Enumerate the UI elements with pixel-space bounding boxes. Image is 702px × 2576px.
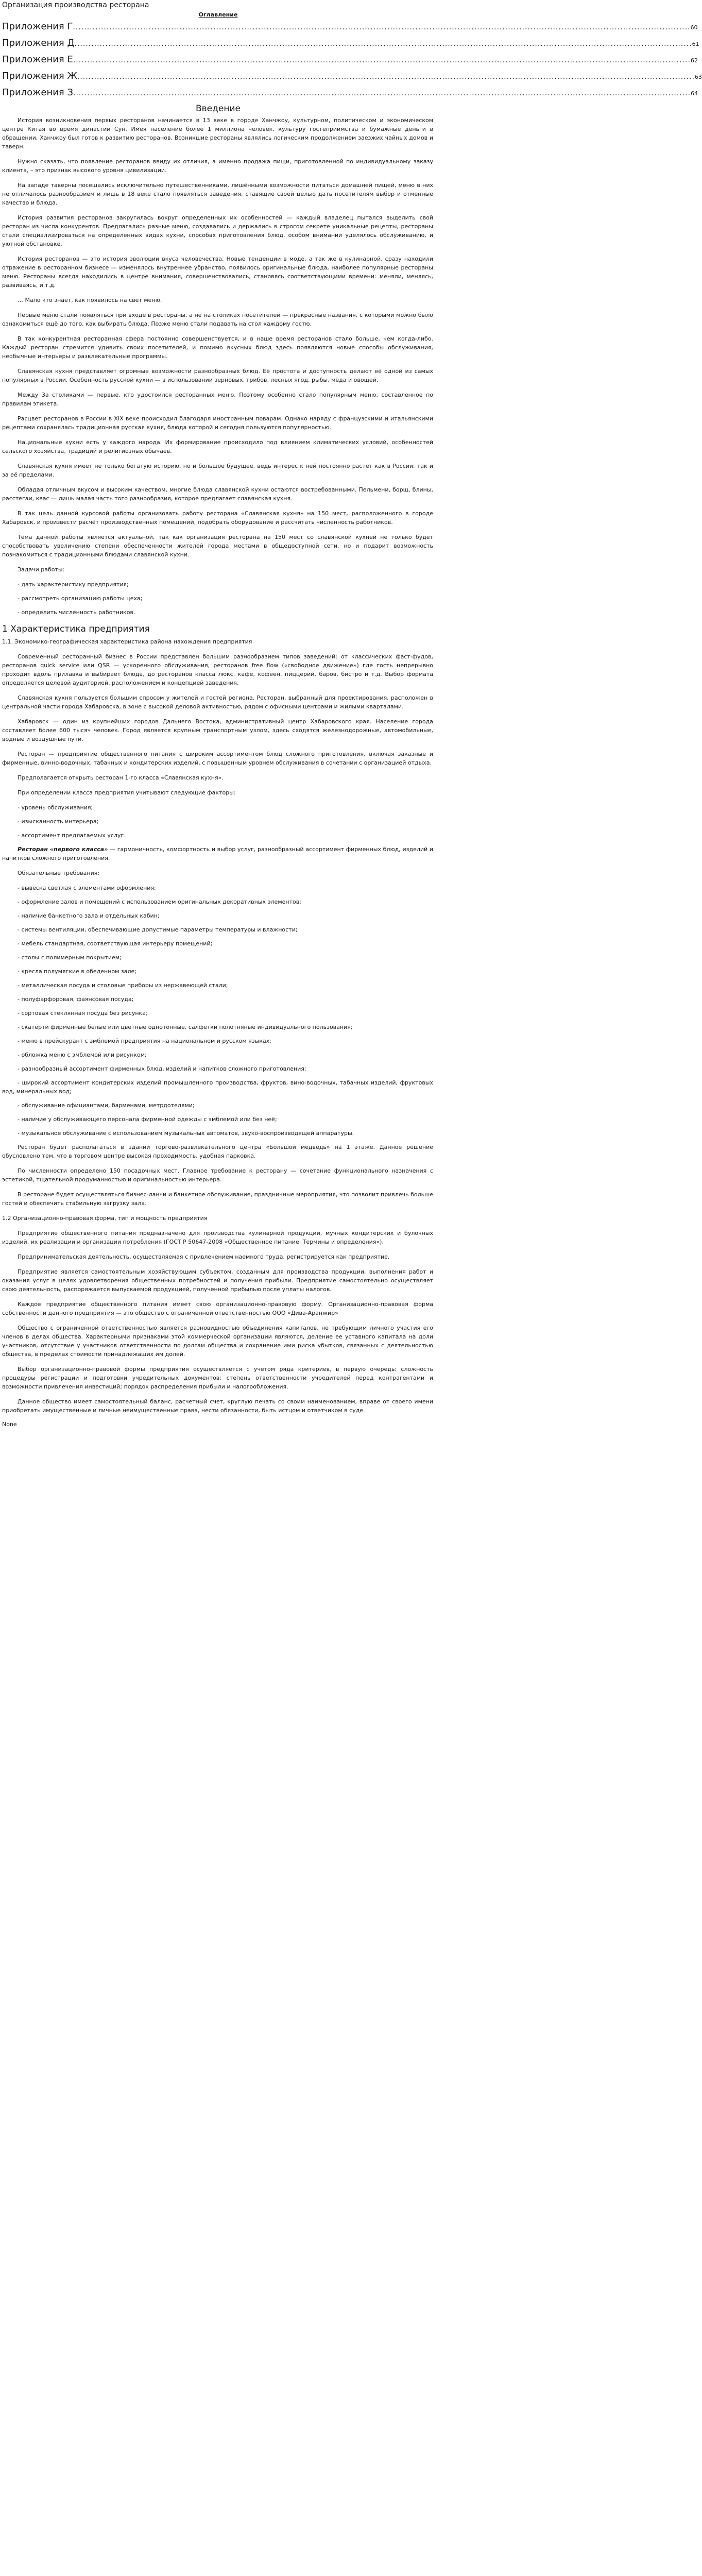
subsection-heading-2: 1.2 Организационно-правовая форма, тип и мощность предприятия	[2, 1215, 208, 1222]
list-item: - ассортимент предлагаемых услуг.	[18, 832, 126, 839]
paragraph: На западе таверны посещались исключительно путешественниками, лишёнными возможности питаться домашней пищей, меню в них не отличалось разнообразием и лишь в 18 веке стало появляться заведения, ставящие своей целью дать посетителям выбор и отменные качество и блюда.	[2, 182, 433, 206]
paragraph: Общество с ограниченной ответственностью является разновидностью объединения капиталов, не требующим личного участия его членов в делах общества. Характерными признаками этой коммерческой организации являются, деление ее уставного капитала на доли участников, отсутствие у участников ответственности по долгам общества и сохранение ими риска убытков, связанных с деятельностью общества, в пределах стоимости принадлежащих им долей.	[2, 1325, 433, 1358]
list-item: - мебель стандартная, соответствующая интерьеру помещений;	[18, 940, 213, 947]
list-item: - широкий ассортимент кондитерских изделий промышленного производства, фруктов, вино-водочных, табачных изделий, фруктовых вод, минеральных вод;	[2, 1079, 433, 1095]
paragraph: Каждое предприятие общественного питания имеет свою организационно-правовую форму. Организационно-правовая форма собственности данного предприятия — это общество с ограниченной ответственностью ООО «Дива-Аранжир»	[2, 1301, 433, 1316]
paragraph: Расцвет ресторанов в России в XIX веке происходил благодаря иностранным поварам. Однако наряду с французскими и итальянскими рецептами сохранялась традиционная русская кухня, блюда которой и сегодня пользуются популярностью.	[2, 415, 433, 431]
first-class-text: — гармоничность, комфортность и выбор услуг, разнообразный ассортимент фирменных блюд, изделий и напитков сложного приготовления.	[2, 846, 434, 861]
paragraph: По численности определено 150 посадочных мест. Главное требование к ресторану — сочетание функционального назначения с эстетикой, тщательной продуманностью и оригинальностью интерьера.	[2, 1167, 433, 1183]
section-body-3	[0, 1229, 436, 1415]
paragraph: При определении класса предприятия учитывают следующие факторы:	[18, 789, 236, 796]
requirements-label: Обязательные требования:	[18, 870, 100, 876]
list-item: - столы с полимерным покрытием;	[18, 954, 122, 961]
list-item: - наличие банкетного зала и отдельных кабин;	[18, 912, 160, 919]
paragraph: История возникновения первых ресторанов начинается в 13 веке в городе Ханчжоу, культурном, политическом и экономическом центре Китая во время династии Сун. Имея население более 1 миллиона человек, культуру гостеприимства и бумажные деньги в обращении, Ханчжоу был готов к развитию ресторанов. Возникшие рестораны являлись логическим продолжением заезжих чайных домов и таверн.	[2, 117, 433, 150]
toc-leader: ............................................................................................................................................................................................................................	[77, 73, 695, 81]
intro-body	[0, 116, 436, 559]
paragraph: … Мало кто знает, как появилось на свет меню.	[18, 297, 162, 303]
toc-leader: ............................................................................................................................................................................................................................	[73, 56, 691, 64]
list-item: - изысканность интерьера;	[18, 818, 99, 825]
table-of-contents	[0, 11, 702, 99]
paragraph: Предприятие общественного питания предназначено для производства кулинарной продукции, мучных кондитерских и булочных изделий, их реализации и организации потребления (ГОСТ Р 50647-2008 «Общественное питание. Термины и определения»).	[2, 1230, 433, 1245]
section-body-2	[0, 1143, 436, 1208]
toc-item-label: Приложения Е	[2, 54, 73, 65]
list-item: - полуфарфоровая, фаянсовая посуда;	[18, 996, 134, 1003]
list-item: - определить численность работников.	[18, 609, 135, 616]
toc-item-page: 60	[690, 24, 698, 31]
first-class-lead: Ресторан «первого класса»	[18, 846, 108, 853]
tasks-list	[0, 580, 436, 617]
paragraph: Выбор организационно-правовой формы предприятия осуществляется с учетом ряда критериев, в первую очередь: сложность процедуры регистрации и подготовки учредительных документов; степень ответственности учредителей перед контрагентами и возможности привлечения инвестиций; порядок распределения прибыли и налогообложения.	[2, 1366, 433, 1390]
list-item: - дать характеристику предприятия;	[18, 581, 129, 588]
paragraph: Тема данной работы является актуальной, так как организация ресторана на 150 мест со славянской кухней не только будет способствовать увеличению степени обеспеченности жителей города местами в общедоступной сети, но и подарит возможность познакомиться с традиционными блюдами славянской кухни.	[2, 534, 433, 558]
toc-leader: ............................................................................................................................................................................................................................	[73, 89, 691, 97]
paragraph: Ресторан будет располагаться в здании торгово-развлекательного центра «Большой медведь» на 1 этаже. Данное решение обусловлено тем, что в торговом центре высокая проходимость, удобная парковка.	[2, 1144, 433, 1159]
list-item: - музыкальное обслуживание с использованием музыкальных автоматов, звуко-воспроизводящей аппаратуры.	[18, 1130, 354, 1137]
section-heading: 1 Характеристика предприятия	[2, 624, 150, 634]
list-item: - меню в прейскурант с эмблемой предприятия на национальном и русском языках;	[18, 1038, 271, 1044]
toc-item[interactable]	[2, 71, 702, 83]
list-item: - сортовая стеклянная посуда без рисунка;	[18, 1010, 148, 1016]
toc-item-page: 63	[694, 74, 702, 80]
list-item: - обложка меню с эмблемой или рисунком;	[18, 1052, 147, 1058]
list-item: - системы вентиляции, обеспечивающие допустимые параметры температуры и влажности;	[18, 926, 298, 933]
document-page	[0, 1, 702, 1428]
requirements-list	[0, 884, 436, 1138]
paragraph: Славянская кухня представляет огромные возможности разнообразных блюд. Её простота и доступность делают её одной из самых популярных в России. Особенность русской кухни — в использовании зерновых, грибов, лесных ягод, рыбы, мёда и овощей.	[2, 368, 433, 383]
toc-item-label: Приложения Д	[2, 38, 75, 48]
paragraph: Предполагается открыть ресторан 1-го класса «Славянская кухня».	[18, 774, 224, 781]
list-item: - вывеска светлая с элементами оформления;	[18, 885, 156, 891]
paragraph: Славянская кухня имеет не только богатую историю, но и большое будущее, ведь интерес к ней постоянно растёт как в России, так и за её пределами.	[2, 463, 433, 478]
list-item: - обслуживание официантами, барменами, метрдотелями;	[18, 1102, 195, 1109]
paragraph: История ресторанов — это история эволюции вкуса человечества. Новые тенденции в моде, а так же в кулинарной, сразу находили отражение в ресторанном бизнесе — изменялось внутреннее убранство, появилось оригинальные блюда, наиболее популярные рестораны меню. Рестораны всегда находились в центре внимания, совершенствовались, становясь соответствующими времени: меняли, меняясь, развиваясь, и.т.д.	[2, 256, 433, 289]
class-factors-list	[0, 803, 436, 840]
list-item: - наличие у обслуживающего персонала фирменной одежды с эмблемой или без неё;	[18, 1116, 277, 1123]
intro-heading: Введение	[196, 104, 241, 114]
paragraph: В так цель данной курсовой работы организовать работу ресторана «Славянская кухня» на 150 мест, расположенного в городе Хабаровск, и произвести расчёт производственных помещений, подобрать оборудование и рассчитать численность работников.	[2, 510, 433, 526]
toc-item-page: 62	[690, 57, 698, 64]
paragraph: Данное общество имеет самостоятельный баланс, расчетный счет, круглую печать со своим наименованием, вправе от своего имени приобретать имущественные и личные неимущественные права, нести обязанности, быть истцом и ответчиком в суде.	[2, 1398, 433, 1414]
subsection-heading: 1.1. Экономико-географическая характеристика района нахождения предприятия	[2, 638, 252, 645]
paragraph: Современный ресторанный бизнес в России представлен большим разнообразием типов заведений: от классических фаст-фудов, ресторанов quick service или QSR — ускоренного обслуживания, ресторанов free flow («свободное движение») где гость непрерывно проходит вдоль прилавка и выбирает блюда, до ресторанов класса люкс, кафе, кофеен, пиццерий, баров, бистро и т.д. Выбор формата определяется целевой аудиторией, расположением и концепцией заведения.	[2, 653, 433, 686]
paragraph: Между За столиками — первые, кто удостоился ресторанных меню. Поэтому особенно стало популярным меню, составленное по правилам этикета.	[2, 392, 433, 407]
toc-item-page: 61	[692, 41, 699, 47]
list-item: - разнообразный ассортимент фирменных блюд, изделий и напитков сложного приготовления;	[18, 1065, 306, 1072]
list-item: - рассмотреть организацию работы цеха;	[18, 595, 143, 602]
paragraph: В ресторане будет осуществляться бизнес-ланчи и банкетное обслуживание, праздничные мероприятия, что позволит привлечь больше гостей и обеспечить стабильную загрузку зала.	[2, 1191, 433, 1207]
paragraph: Славянская кухня пользуется большим спросом у жителей и гостей региона. Ресторан, выбранный для проектирования, расположен в центральной части города Хабаровска, в зоне с высокой деловой активностью, рядом с офисными центрами и жилыми кварталами.	[2, 694, 433, 710]
paragraph: Предприятие является самостоятельным хозяйствующим субъектом, созданным для производства продукции, выполнения работ и оказания услуг в целях удовлетворения общественных потребностей и получения прибыли. Предприятие самостоятельно осуществляет свою деятельность, распоряжается выпускаемой продукцией, полученной прибылью после уплаты налогов.	[2, 1268, 433, 1293]
list-item: - скатерти фирменные белые или цветные однотонные, салфетки полотняные индивидуального пользования;	[18, 1024, 353, 1030]
toc-item-page: 64	[691, 90, 698, 97]
footer-note: None	[2, 1421, 17, 1428]
list-item: - оформление залов и помещений с использованием оригинальных декоративных элементов;	[18, 899, 301, 905]
paragraph: Хабаровск — один из крупнейших городов Дальнего Востока, административный центр Хабаровского края. Население города составляет более 600 тысяч человек. Город является крупным транспортным узлом, здесь сходятся железнодорожные, автомобильные, водные и воздушные пути.	[2, 718, 433, 742]
toc-heading: Оглавление	[198, 11, 238, 18]
list-item: - металлическая посуда и столовые приборы из нержавеющей стали;	[18, 982, 228, 989]
tasks-label: Задачи работы:	[18, 566, 65, 573]
list-item: - кресла полумягкие в обеденном зале;	[18, 968, 137, 975]
toc-item-label: Приложения З	[2, 87, 74, 98]
toc-item-label: Приложения Ж	[2, 71, 77, 81]
paragraph: Национальные кухни есть у каждого народа. Их формирование происходило под влиянием климатических условий, особенностей сельского хозяйства, традиций и религиозных обычаев.	[2, 439, 433, 454]
paragraph: Нужно сказать, что появление ресторанов ввиду их отличия, а именно продажа пищи, приготовленной по индивидуальному заказу клиента, – это признак высокого уровня цивилизации.	[2, 158, 433, 174]
paragraph: В так конкурентная ресторанная сфера постоянно совершенствуется, и в наше время ресторанов стало больше, чем когда-либо. Каждый ресторан стремится удивить своих посетителей, и помимо вкусных блюд здесь появляются новые способы обслуживания, необычные интерьеры и развлекательные программы.	[2, 335, 433, 360]
toc-item[interactable]	[2, 21, 698, 33]
toc-item[interactable]	[2, 38, 699, 50]
toc-item-label: Приложения Г	[2, 21, 73, 32]
toc-leader: ............................................................................................................................................................................................................................	[73, 23, 691, 31]
paragraph: Первые меню стали появляться при входе в рестораны, а не на столиках посетителей — прекрасные названия, с которыми можно было ознакомиться ещё до того, как выбирать блюда. Позже меню стали подавать на стол каждому гостю.	[2, 312, 433, 327]
document-title: Организация производства ресторана	[2, 1, 149, 9]
section-body	[0, 652, 436, 797]
toc-leader: ............................................................................................................................................................................................................................	[74, 40, 692, 48]
first-class-paragraph	[2, 845, 433, 862]
list-item: - уровень обслуживания;	[18, 804, 93, 811]
paragraph: Ресторан — предприятие общественного питания с широким ассортиментом блюд сложного приготовления, включая заказные и фирменные, винно-водочных, табачных и кондитерских изделий, с повышенным уровнем обслуживания в сочетании с организацией отдыха.	[2, 751, 433, 766]
paragraph: Предпринимательская деятельность, осуществляемая с привлечением наемного труда, регистрируется как предприятие.	[18, 1253, 390, 1260]
paragraph: Обладая отличным вкусом и высоким качеством, многие блюда славянской кухни остаются востребованными. Пельмени, борщ, блины, расстегаи, квас — лишь малая часть того разнообразия, которое предлагает славянская кухня.	[2, 486, 433, 502]
paragraph: История развития ресторанов закругилась вокруг определенных их особенностей — каждый владелец пытался выделить свой ресторан из числа конкурентов. Предлагались разные меню, создавались и держались в строгом секрете уникальные рецепты, рестораны стали специализироваться на определенных видах кухни, способах приготовления блюд, особом внимании уделялось обслуживанию, и уютной обстановке.	[2, 214, 433, 247]
toc-item[interactable]	[2, 87, 698, 99]
toc-item[interactable]	[2, 54, 698, 66]
